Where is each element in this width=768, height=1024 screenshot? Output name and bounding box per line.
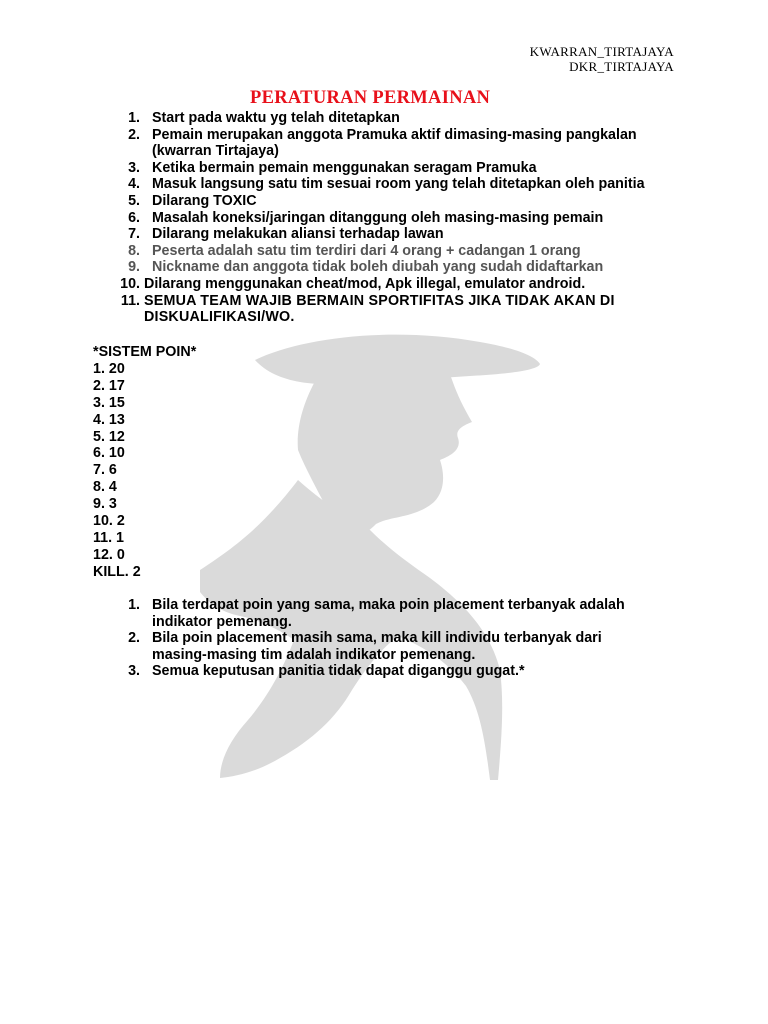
rule-item — [112, 160, 712, 177]
note-text-line: Bila terdapat poin yang sama, maka poin placement terbanyak adalah — [152, 597, 625, 613]
rule-number: 6. — [128, 209, 140, 226]
points-item: 1. 20 — [93, 360, 125, 377]
rule-number: 2. — [128, 126, 140, 143]
tiebreak-notes — [112, 597, 712, 680]
points-heading: *SISTEM POIN* — [93, 344, 197, 360]
points-item: 2. 17 — [93, 377, 125, 394]
rule-item — [112, 243, 712, 260]
note-text — [140, 630, 602, 663]
note-item — [112, 630, 712, 663]
points-item: 4. 13 — [93, 411, 125, 428]
rule-number: 9. — [128, 259, 140, 276]
rule-text-line: DISKUALIFIKASI/WO. — [144, 309, 295, 326]
rule-text — [140, 293, 615, 326]
note-text-line: masing-masing tim adalah indikator pemenang. — [152, 646, 476, 663]
rule-number: 8. — [128, 242, 140, 259]
rule-item — [112, 259, 712, 276]
points-item-kill: KILL. 2 — [93, 563, 141, 580]
rule-number: 3. — [128, 159, 140, 176]
rule-item — [112, 193, 712, 210]
points-item: 3. 15 — [93, 394, 125, 411]
note-text — [140, 597, 625, 630]
rule-item — [112, 110, 712, 127]
rule-number: 4. — [128, 176, 140, 193]
header-line-kwarran: KWARRAN_TIRTAJAYA — [529, 44, 674, 59]
rule-number: 10. — [120, 275, 140, 292]
note-item — [112, 597, 712, 630]
rule-number: 7. — [128, 226, 140, 243]
note-number: 1. — [128, 597, 140, 613]
note-text: Semua keputusan panitia tidak dapat diganggu gugat.* — [152, 663, 525, 680]
points-item: 9. 3 — [93, 496, 117, 513]
points-item: 8. 4 — [93, 479, 117, 496]
points-item: 7. 6 — [93, 462, 117, 479]
rule-text — [140, 127, 637, 160]
rule-number: 5. — [128, 192, 140, 209]
rule-text: Peserta adalah satu tim terdiri dari 4 orang + cadangan 1 orang — [152, 242, 581, 259]
rule-text: Masalah koneksi/jaringan ditanggung oleh masing-masing pemain — [152, 209, 604, 226]
rule-item — [112, 127, 712, 160]
rule-text-line: Pemain merupakan anggota Pramuka aktif dimasing-masing pangkalan — [152, 126, 637, 143]
rule-item — [112, 210, 712, 227]
points-item: 12. 0 — [93, 546, 125, 563]
note-number: 3. — [128, 663, 140, 680]
points-item: 5. 12 — [93, 428, 125, 445]
points-item: 10. 2 — [93, 513, 125, 530]
rule-text: Nickname dan anggota tidak boleh diubah yang sudah didaftarkan — [152, 259, 604, 276]
rule-text: Masuk langsung satu tim sesuai room yang telah ditetapkan oleh panitia — [152, 176, 645, 193]
note-text-line: indikator pemenang. — [152, 613, 292, 630]
rule-item — [112, 226, 712, 243]
rule-item — [112, 276, 712, 293]
rules-list — [112, 110, 712, 326]
points-item: 11. 1 — [93, 529, 125, 546]
rule-text: Start pada waktu yg telah ditetapkan — [152, 110, 400, 126]
rule-number: 11. — [120, 292, 140, 309]
rule-text: Ketika bermain pemain menggunakan seragam Pramuka — [152, 159, 537, 176]
rule-text-line: (kwarran Tirtajaya) — [152, 143, 279, 160]
rule-number: 1. — [128, 110, 140, 126]
note-number: 2. — [128, 630, 140, 647]
rule-item — [112, 293, 712, 326]
note-item — [112, 663, 712, 680]
rule-text: Dilarang melakukan aliansi terhadap lawan — [152, 226, 444, 243]
scout-silhouette-watermark — [200, 330, 545, 780]
header-block — [530, 44, 674, 74]
points-system — [93, 344, 196, 581]
points-item: 6. 10 — [93, 445, 125, 462]
page-title: PERATURAN PERMAINAN — [250, 88, 491, 108]
header-line-dkr: DKR_TIRTAJAYA — [569, 59, 674, 74]
rule-text-line: SEMUA TEAM WAJIB BERMAIN SPORTIFITAS JIKA TIDAK AKAN DI — [144, 292, 615, 309]
rule-text: Dilarang TOXIC — [152, 192, 257, 209]
rule-text: Dilarang menggunakan cheat/mod, Apk illegal, emulator android. — [144, 275, 586, 292]
rule-item — [112, 176, 712, 193]
note-text-line: Bila poin placement masih sama, maka kill individu terbanyak dari — [152, 630, 602, 647]
